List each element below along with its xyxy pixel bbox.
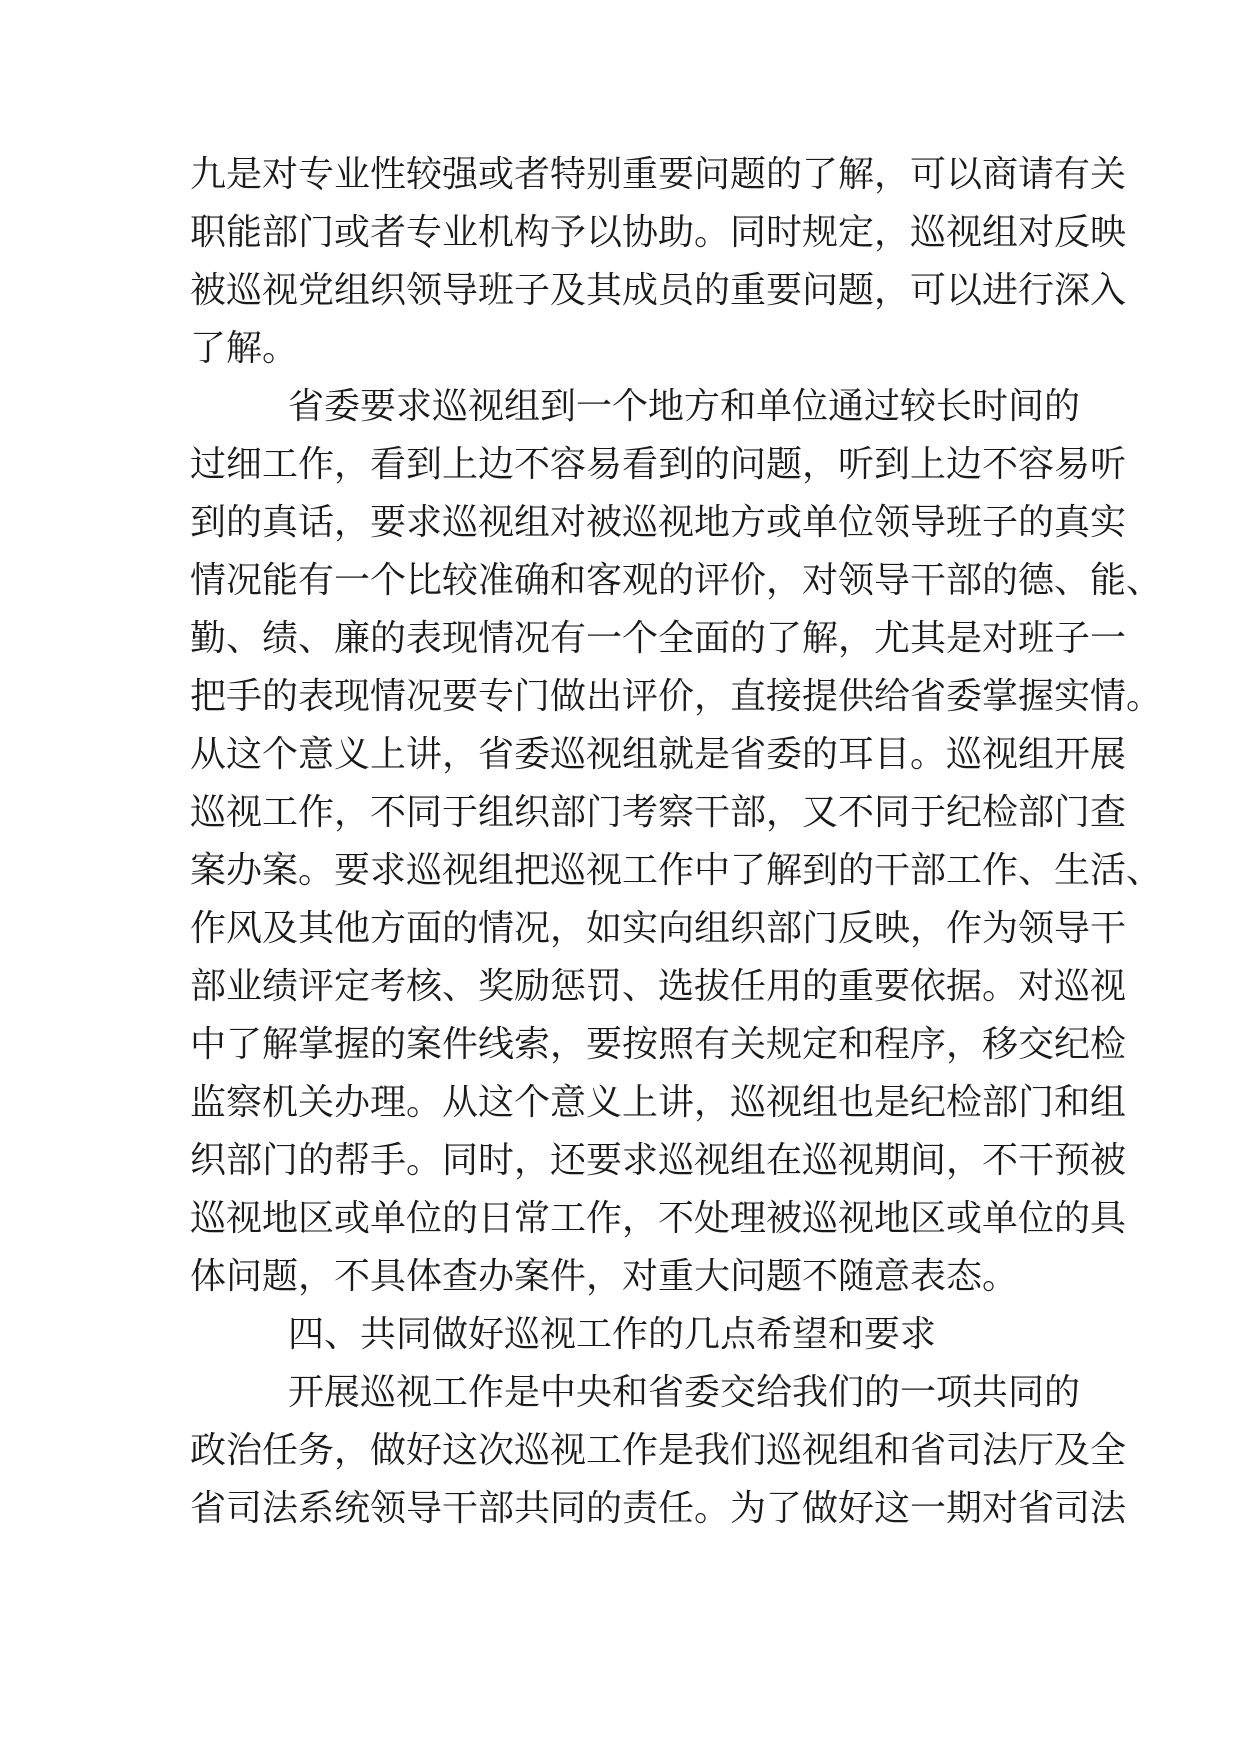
paragraph-2-line-2: 过细工作，看到上边不容易看到的问题，听到上边不容易听 xyxy=(190,444,1127,485)
paragraph-2-line-10: 作风及其他方面的情况，如实向组织部门反映，作为领导干 xyxy=(190,908,1127,949)
paragraph-3-line-3: 省司法系统领导干部共同的责任。为了做好这一期对省司法 xyxy=(190,1488,1127,1529)
paragraph-2-line-14: 织部门的帮手。同时，还要求巡视组在巡视期间，不干预被 xyxy=(190,1140,1127,1181)
paragraph-2-line-1: 省委要求巡视组到一个地方和单位通过较长时间的 xyxy=(288,386,1081,427)
paragraph-2-line-11: 部业绩评定考核、奖励惩罚、选拔任用的重要依据。对巡视 xyxy=(190,966,1127,1007)
paragraph-2-line-16: 体问题，不具体查办案件，对重大问题不随意表态。 xyxy=(190,1256,1019,1297)
paragraph-2-line-13: 监察机关办理。从这个意义上讲，巡视组也是纪检部门和组 xyxy=(190,1082,1127,1123)
paragraph-2-line-5: 勤、绩、廉的表现情况有一个全面的了解，尤其是对班子一 xyxy=(190,618,1127,659)
paragraph-1-line-4: 了解。 xyxy=(190,328,299,369)
paragraph-2-line-6: 把手的表现情况要专门做出评价，直接提供给省委掌握实情。 xyxy=(190,676,1163,717)
paragraph-1-line-2: 职能部门或者专业机构予以协助。同时规定，巡视组对反映 xyxy=(190,212,1127,253)
paragraph-2-line-12: 中了解掌握的案件线索，要按照有关规定和程序，移交纪检 xyxy=(190,1024,1127,1065)
paragraph-1-line-1: 九是对专业性较强或者特别重要问题的了解，可以商请有关 xyxy=(190,154,1127,195)
paragraph-2-line-8: 巡视工作，不同于组织部门考察干部，又不同于纪检部门查 xyxy=(190,792,1127,833)
paragraph-3-line-1: 开展巡视工作是中央和省委交给我们的一项共同的 xyxy=(288,1372,1081,1413)
paragraph-3-line-2: 政治任务，做好这次巡视工作是我们巡视组和省司法厅及全 xyxy=(190,1430,1127,1471)
paragraph-2-line-3: 到的真话，要求巡视组对被巡视地方或单位领导班子的真实 xyxy=(190,502,1127,543)
document-body xyxy=(190,146,1163,1538)
paragraph-2-line-7: 从这个意义上讲，省委巡视组就是省委的耳目。巡视组开展 xyxy=(190,734,1127,775)
paragraph-1-line-3: 被巡视党组织领导班子及其成员的重要问题，可以进行深入 xyxy=(190,270,1127,311)
paragraph-2-line-9: 案办案。要求巡视组把巡视工作中了解到的干部工作、生活、 xyxy=(190,850,1163,891)
paragraph-2-line-15: 巡视地区或单位的日常工作，不处理被巡视地区或单位的具 xyxy=(190,1198,1127,1239)
section-heading: 四、共同做好巡视工作的几点希望和要求 xyxy=(288,1314,937,1355)
paragraph-2-line-4: 情况能有一个比较准确和客观的评价，对领导干部的德、能、 xyxy=(190,560,1163,601)
